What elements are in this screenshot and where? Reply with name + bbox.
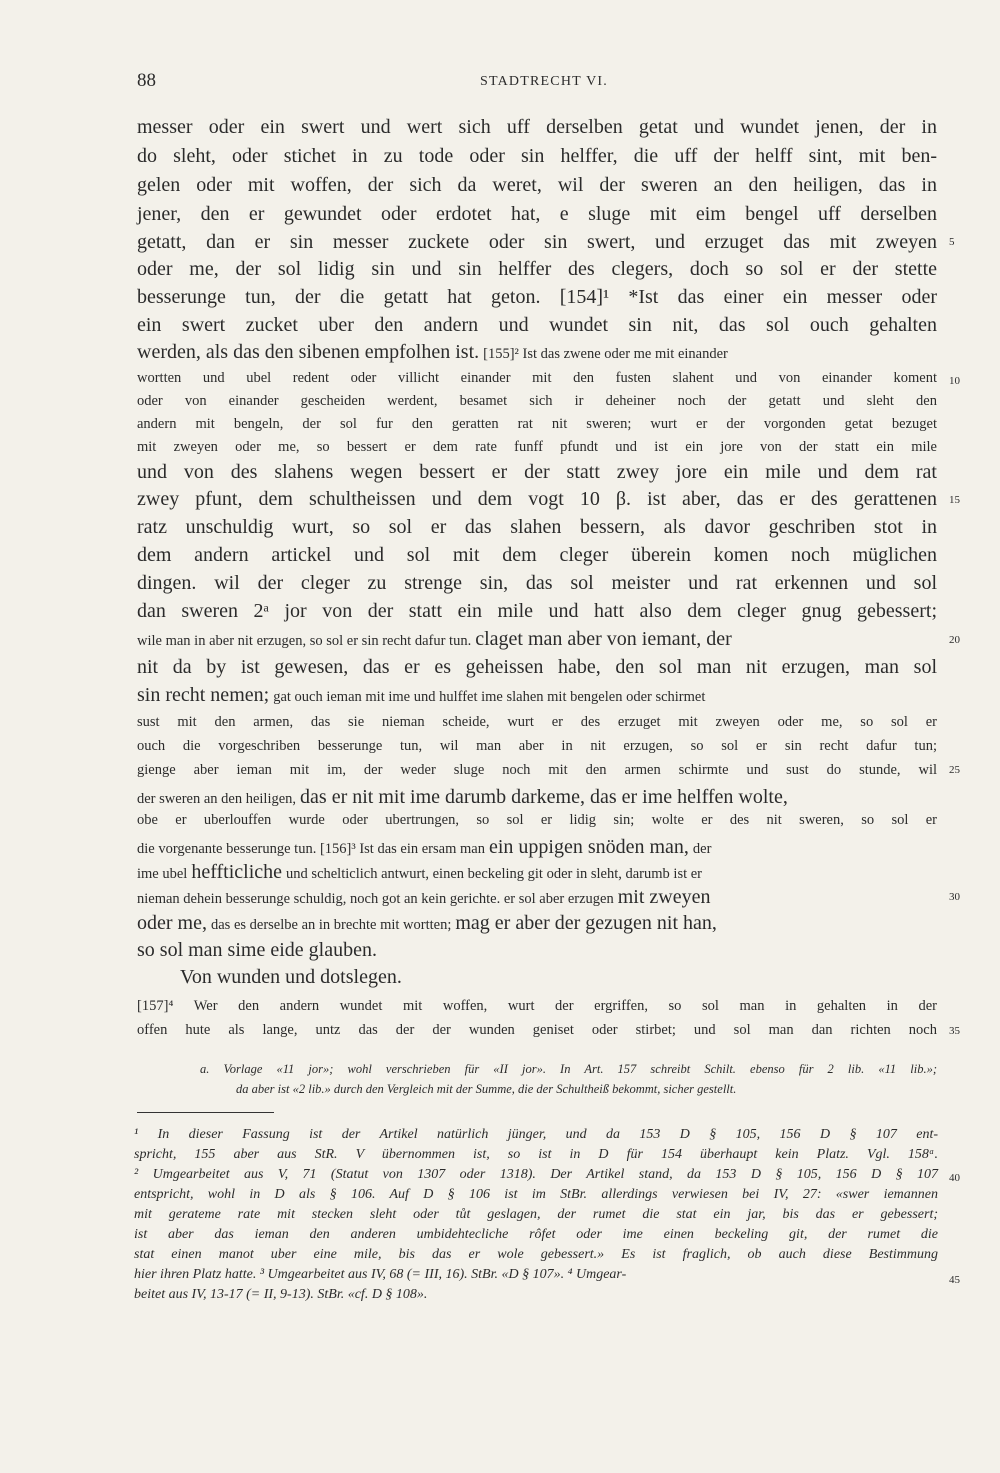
- text-segment: wile man in aber nit erzugen, so sol er sin recht dafur tun.: [137, 633, 472, 649]
- footnote-line-mixed: [134, 1267, 938, 1283]
- footnote-line: mit gerateme rate mit stecken sleht oder tůt geslagen, der rumet die stat ein jar, bis das er gebessert;: [134, 1207, 938, 1222]
- text-segment: oder me,: [137, 912, 207, 934]
- line-number: 35: [949, 1025, 960, 1037]
- text-segment: der sweren an den heiligen,: [137, 791, 297, 807]
- line-number: 40: [949, 1172, 960, 1184]
- footnote-segment: ³ Umgearbeitet aus IV, 68 (= III, 16). StBr. «D § 107».: [259, 1267, 565, 1282]
- text-segment: ime ubel: [137, 866, 188, 882]
- text-line-mixed: [137, 684, 937, 707]
- text-segment: die vorgenante besserunge tun. [156]³ Ist das ein ersam man: [137, 841, 485, 857]
- text-line: mit zweyen oder me, so bessert er dem rate funff pfundt und ist ein jore von der statt ein mile: [137, 439, 937, 455]
- footnote-line: ¹ In dieser Fassung ist der Artikel natürlich jünger, und da 153 D § 105, 156 D § 107 ent-: [134, 1127, 938, 1142]
- text-line: gelen oder mit woffen, der sich da weret, wil der sweren an den heiligen, das in: [137, 174, 937, 196]
- text-line: so sol man sime eide glauben.: [137, 939, 377, 961]
- text-line: gienge aber ieman mit im, der weder sluge noch mit den armen schirmte und sust do stunde, wil: [137, 762, 937, 778]
- text-line: dem andern artickel und sol mit dem cleger überein komen noch müglichen: [137, 544, 937, 566]
- text-line: jener, den er gewundet oder erdotet hat, e sluge mit eim bengel uff derselben: [137, 203, 937, 225]
- text-segment: das er nit mit ime darumb darkeme, das er ime helffen wolte,: [300, 786, 788, 808]
- text-line: ouch die vorgeschriben besserunge tun, wil man aber in nit erzugen, so sol er sin recht dafur tun;: [137, 738, 937, 754]
- text-line: wortten und ubel redent oder villicht einander mit den fusten slahent und von einander koment: [137, 370, 937, 386]
- text-line: offen hute als lange, untz das der der wunden geniset oder stirbet; und sol man dan richten noch: [137, 1022, 937, 1038]
- footnote-line: beitet aus IV, 13-17 (= II, 9-13). StBr. «cf. D § 108».: [134, 1287, 428, 1302]
- line-number: 30: [949, 891, 960, 903]
- text-line-mixed: [137, 912, 937, 935]
- footnote-line: entspricht, wohl in D als § 106. Auf D § 106 ist im StBr. allerdings verwiesen bei IV, 27: «swer iemannen: [134, 1187, 938, 1202]
- text-line-mixed: [137, 886, 937, 909]
- text-line: oder von einander gescheiden werdent, besamet sich ir deheiner noch der getatt und sleht den: [137, 393, 937, 409]
- text-annotation: a. Vorlage «11 jor»; wohl verschrieben für «II jor». In Art. 157 schreibt Schilt. ebenso für 2 lib. «11 lib.»;: [200, 1062, 937, 1076]
- footnote-line: spricht, 155 aber aus StR. V übernommen ist, so ist in D für 154 überhaupt kein Platz. Vgl. 158ᵃ.: [134, 1147, 938, 1162]
- line-number: 20: [949, 634, 960, 646]
- text-segment: der: [692, 841, 712, 857]
- text-segment: sin recht nemen;: [137, 684, 270, 706]
- text-line: dingen. wil der cleger zu strenge sin, das sol meister und rat erkennen und sol: [137, 572, 937, 594]
- line-number: 45: [949, 1274, 960, 1286]
- section-heading: Von wunden und dotslegen.: [180, 966, 402, 988]
- page-number: 88: [137, 70, 156, 91]
- text-line: andern mit bengeln, der sol fur den geratten rat nit sweren; wurt er der vorgonden getat bezuget: [137, 416, 937, 432]
- running-head: STADTRECHT VI.: [480, 74, 608, 89]
- text-segment: nieman dehein besserunge schuldig, noch got an kein gerichte. er sol aber erzugen: [137, 891, 614, 907]
- text-segment: das es derselbe an in brechte mit wortten;: [210, 917, 452, 933]
- text-line: ratz unschuldig wurt, so sol er das slahen bessern, als davor geschriben stot in: [137, 516, 937, 538]
- text-line: getatt, dan er sin messer zuckete oder sin swert, und erzuget das mit zweyen: [137, 231, 937, 253]
- footnote-segment: hier ihren Platz hatte.: [134, 1267, 257, 1282]
- text-segment: mag er aber der gezugen nit han,: [455, 912, 717, 934]
- text-line: dan sweren 2ᵃ jor von der statt ein mile und hatt also dem cleger gnug gebessert;: [137, 600, 937, 622]
- text-line: zwey pfunt, dem schultheissen und dem vogt 10 β. ist aber, das er des gerattenen: [137, 488, 937, 510]
- text-line: messer oder ein swert und wert sich uff derselben getat und wundet jenen, der in: [137, 116, 937, 138]
- text-line-mixed: [137, 628, 937, 651]
- text-segment: und schelticlich antwurt, einen beckeling git oder in sleht, darumb ist er: [286, 866, 703, 882]
- footnote-rule: [137, 1112, 274, 1113]
- text-line: sust mit den armen, das sie nieman scheide, wurt er des erzuget mit zweyen oder me, so sol er: [137, 714, 937, 730]
- line-number: 15: [949, 494, 960, 506]
- footnote-line: ² Umgearbeitet aus V, 71 (Statut von 1307 oder 1318). Der Artikel stand, da 153 D § 105, 156 D § 107: [134, 1167, 938, 1182]
- text-segment: claget man aber von iemant, der: [475, 628, 732, 650]
- text-segment: gat ouch ieman mit ime und hulffet ime slahen mit bengelen oder schirmet: [273, 689, 706, 705]
- text-segment: mit zweyen: [617, 886, 711, 908]
- text-segment: ein uppigen snöden man,: [488, 836, 689, 858]
- text-line: ein swert zucket uber den andern und wundet sin nit, das sol ouch gehalten: [137, 314, 937, 336]
- text-line: besserunge tun, der die getatt hat geton. [154]¹ *Ist das einer ein messer oder: [137, 286, 937, 308]
- text-line: [157]⁴ Wer den andern wundet mit woffen, wurt der ergriffen, so sol man in gehalten in der: [137, 998, 937, 1014]
- text-line-mixed: [137, 861, 937, 884]
- text-segment: werden, als das den sibenen empfolhen ist.: [137, 341, 480, 363]
- text-line: do sleht, oder stichet in zu tode oder sin helffer, die uff der helff sint, mit ben-: [137, 145, 937, 167]
- text-annotation: da aber ist «2 lib.» durch den Vergleich mit der Summe, die der Schultheiß bekommt, sicher gestellt.: [236, 1082, 737, 1096]
- text-line-mixed: [137, 341, 937, 364]
- line-number: 25: [949, 764, 960, 776]
- line-number: 5: [949, 236, 955, 248]
- text-line: obe er uberlouffen wurde oder ubertrungen, so sol er lidig sin; wolte er des nit sweren, so sol er: [137, 812, 937, 828]
- text-line: nit da by ist gewesen, das er es geheissen habe, den sol man nit erzugen, man sol: [137, 656, 937, 678]
- text-line: oder me, der sol lidig sin und sin helffer des clegers, doch so sol er der stette: [137, 258, 937, 280]
- text-segment: heffticliche: [191, 861, 283, 883]
- line-number: 10: [949, 375, 960, 387]
- text-segment: [155]² Ist das zwene oder me mit einander: [483, 346, 728, 362]
- footnote-line: stat einen manot uber eine mile, bis das er wole gebessert.» Es ist fraglich, ob auch diese Bestimmung: [134, 1247, 938, 1262]
- text-line-mixed: [137, 786, 937, 809]
- footnote-segment: ⁴ Umgear-: [567, 1267, 627, 1282]
- text-line: und von des slahens wegen bessert er der statt zwey jore ein mile und dem rat: [137, 461, 937, 483]
- text-line-mixed: [137, 836, 937, 859]
- footnote-line: ist aber das ieman den anderen umbidehtecliche rôfet oder ime einen beckeling git, der rumet die: [134, 1227, 938, 1242]
